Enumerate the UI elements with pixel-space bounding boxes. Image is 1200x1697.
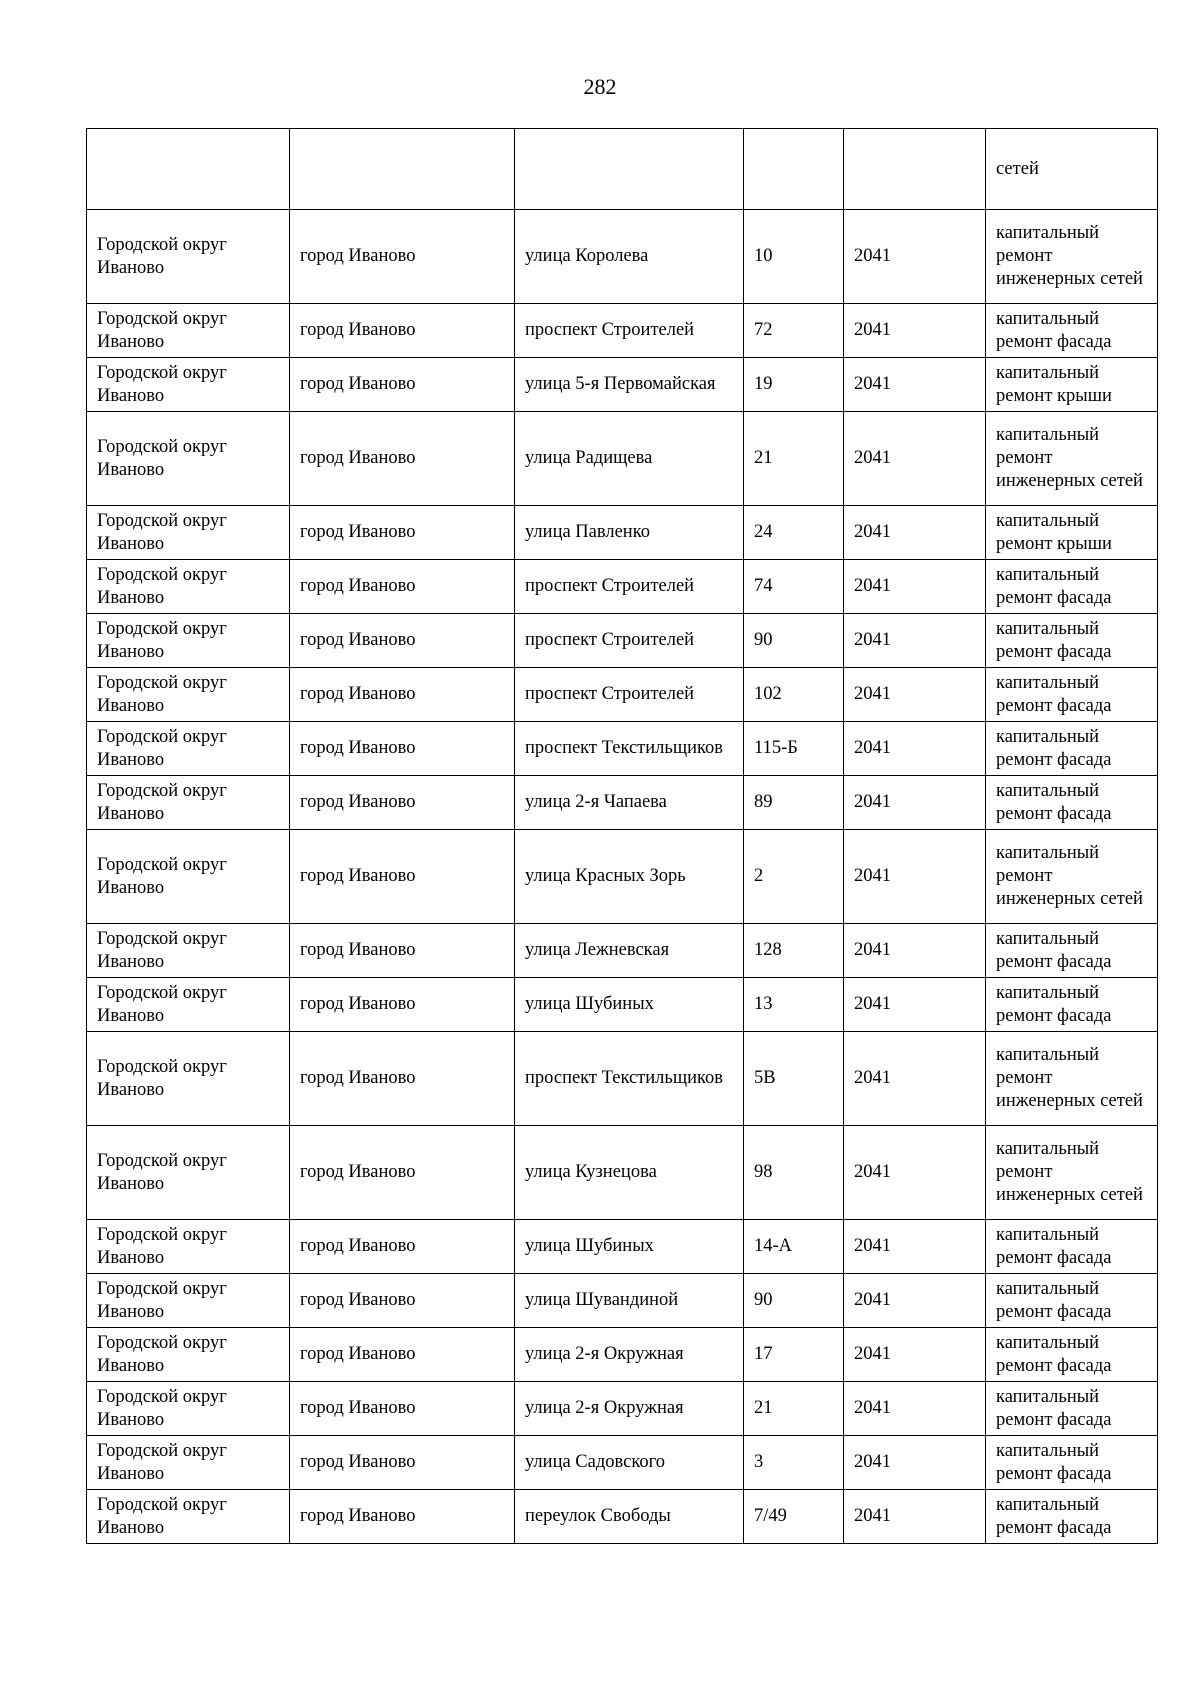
table-row [87,1382,1158,1436]
year-cell: 2041 [844,1328,986,1382]
house-number-cell: 90 [744,1274,844,1328]
year-cell: 2041 [844,1382,986,1436]
work-type-cell: капитальный ремонт фасада [986,1328,1158,1382]
table-row [87,1274,1158,1328]
municipality-cell: Городской округ Иваново [87,304,290,358]
municipality-cell: Городской округ Иваново [87,830,290,924]
house-number-cell: 74 [744,560,844,614]
locality-cell: город Иваново [290,560,515,614]
work-type-cell: капитальный ремонт фасада [986,1436,1158,1490]
year-cell: 2041 [844,506,986,560]
locality-cell: город Иваново [290,776,515,830]
municipality-cell [87,129,290,210]
house-number-cell: 21 [744,412,844,506]
street-cell: улица Лежневская [515,924,744,978]
street-cell: улица Шубиных [515,1220,744,1274]
locality-cell [290,129,515,210]
street-cell: улица 2-я Окружная [515,1382,744,1436]
locality-cell: город Иваново [290,304,515,358]
house-number-cell: 72 [744,304,844,358]
locality-cell: город Иваново [290,722,515,776]
street-cell: улица Королева [515,210,744,304]
municipality-cell: Городской округ Иваново [87,210,290,304]
locality-cell: город Иваново [290,668,515,722]
house-number-cell: 2 [744,830,844,924]
street-cell: переулок Свободы [515,1490,744,1544]
street-cell: проспект Строителей [515,560,744,614]
work-type-cell: капитальный ремонт фасада [986,978,1158,1032]
table-row [87,412,1158,506]
table-row [87,722,1158,776]
year-cell: 2041 [844,1126,986,1220]
continuation-row [87,129,1158,210]
table-row [87,358,1158,412]
municipality-cell: Городской округ Иваново [87,1126,290,1220]
year-cell: 2041 [844,668,986,722]
year-cell: 2041 [844,978,986,1032]
year-cell: 2041 [844,722,986,776]
table-row [87,1032,1158,1126]
locality-cell: город Иваново [290,1490,515,1544]
house-number-cell: 14-А [744,1220,844,1274]
work-type-cell: капитальный ремонт фасада [986,304,1158,358]
locality-cell: город Иваново [290,1436,515,1490]
street-cell: улица Кузнецова [515,1126,744,1220]
locality-cell: город Иваново [290,358,515,412]
page-number: 282 [583,74,617,99]
locality-cell: город Иваново [290,1220,515,1274]
house-number-cell: 98 [744,1126,844,1220]
municipality-cell: Городской округ Иваново [87,978,290,1032]
locality-cell: город Иваново [290,978,515,1032]
table-row [87,1490,1158,1544]
house-number-cell: 19 [744,358,844,412]
municipality-cell: Городской округ Иваново [87,506,290,560]
table-row [87,924,1158,978]
work-type-cell: капитальный ремонт крыши [986,506,1158,560]
municipality-cell: Городской округ Иваново [87,1490,290,1544]
house-number-cell [744,129,844,210]
year-cell: 2041 [844,1220,986,1274]
year-cell: 2041 [844,924,986,978]
year-cell: 2041 [844,304,986,358]
locality-cell: город Иваново [290,614,515,668]
street-cell: проспект Строителей [515,304,744,358]
street-cell: проспект Текстильщиков [515,1032,744,1126]
work-type-cell: капитальный ремонт фасада [986,1382,1158,1436]
locality-cell: город Иваново [290,412,515,506]
house-number-cell: 17 [744,1328,844,1382]
work-type-cell: капитальный ремонт инженерных сетей [986,412,1158,506]
work-type-cell: капитальный ремонт инженерных сетей [986,1032,1158,1126]
street-cell: проспект Строителей [515,614,744,668]
municipality-cell: Городской округ Иваново [87,1382,290,1436]
table-row [87,614,1158,668]
table-row [87,1328,1158,1382]
work-type-cell: сетей [986,129,1158,210]
table-row [87,506,1158,560]
year-cell: 2041 [844,614,986,668]
work-type-cell: капитальный ремонт фасада [986,1490,1158,1544]
house-number-cell: 5В [744,1032,844,1126]
municipality-cell: Городской округ Иваново [87,722,290,776]
year-cell: 2041 [844,776,986,830]
locality-cell: город Иваново [290,1274,515,1328]
house-number-cell: 90 [744,614,844,668]
municipality-cell: Городской округ Иваново [87,412,290,506]
year-cell: 2041 [844,1490,986,1544]
work-type-cell: капитальный ремонт инженерных сетей [986,1126,1158,1220]
municipality-cell: Городской округ Иваново [87,1274,290,1328]
year-cell: 2041 [844,1032,986,1126]
table-row [87,304,1158,358]
table-row [87,1436,1158,1490]
year-cell: 2041 [844,560,986,614]
locality-cell: город Иваново [290,506,515,560]
work-type-cell: капитальный ремонт инженерных сетей [986,210,1158,304]
work-type-cell: капитальный ремонт фасада [986,1220,1158,1274]
municipality-cell: Городской округ Иваново [87,668,290,722]
municipality-cell: Городской округ Иваново [87,1220,290,1274]
street-cell: улица Павленко [515,506,744,560]
house-number-cell: 7/49 [744,1490,844,1544]
work-type-cell: капитальный ремонт фасада [986,560,1158,614]
year-cell: 2041 [844,412,986,506]
locality-cell: город Иваново [290,210,515,304]
locality-cell: город Иваново [290,1328,515,1382]
street-cell: улица Шубиных [515,978,744,1032]
work-type-cell: капитальный ремонт инженерных сетей [986,830,1158,924]
house-number-cell: 21 [744,1382,844,1436]
year-cell: 2041 [844,1274,986,1328]
table-row [87,1126,1158,1220]
municipality-cell: Городской округ Иваново [87,924,290,978]
table-row [87,668,1158,722]
municipality-cell: Городской округ Иваново [87,776,290,830]
locality-cell: город Иваново [290,830,515,924]
work-type-cell: капитальный ремонт фасада [986,668,1158,722]
street-cell: улица 5-я Первомайская [515,358,744,412]
house-number-cell: 24 [744,506,844,560]
table-body [87,129,1158,1544]
table-row [87,1220,1158,1274]
table-row [87,560,1158,614]
locality-cell: город Иваново [290,1032,515,1126]
street-cell: улица Красных Зорь [515,830,744,924]
year-cell: 2041 [844,1436,986,1490]
locality-cell: город Иваново [290,924,515,978]
year-cell [844,129,986,210]
house-number-cell: 102 [744,668,844,722]
table-row [87,978,1158,1032]
street-cell: улица 2-я Чапаева [515,776,744,830]
table-row [87,210,1158,304]
table-row [87,776,1158,830]
street-cell: улица 2-я Окружная [515,1328,744,1382]
municipality-cell: Городской округ Иваново [87,560,290,614]
work-type-cell: капитальный ремонт фасада [986,776,1158,830]
work-type-cell: капитальный ремонт крыши [986,358,1158,412]
municipality-cell: Городской округ Иваново [87,358,290,412]
street-cell: проспект Текстильщиков [515,722,744,776]
year-cell: 2041 [844,830,986,924]
house-number-cell: 128 [744,924,844,978]
house-number-cell: 13 [744,978,844,1032]
municipality-cell: Городской округ Иваново [87,1328,290,1382]
street-cell [515,129,744,210]
house-number-cell: 10 [744,210,844,304]
street-cell: улица Садовского [515,1436,744,1490]
work-type-cell: капитальный ремонт фасада [986,722,1158,776]
municipality-cell: Городской округ Иваново [87,1436,290,1490]
municipality-cell: Городской округ Иваново [87,1032,290,1126]
repair-schedule-table [86,128,1158,1544]
year-cell: 2041 [844,358,986,412]
house-number-cell: 3 [744,1436,844,1490]
house-number-cell: 89 [744,776,844,830]
work-type-cell: капитальный ремонт фасада [986,1274,1158,1328]
work-type-cell: капитальный ремонт фасада [986,614,1158,668]
street-cell: улица Шувандиной [515,1274,744,1328]
municipality-cell: Городской округ Иваново [87,614,290,668]
street-cell: улица Радищева [515,412,744,506]
locality-cell: город Иваново [290,1382,515,1436]
table-row [87,830,1158,924]
year-cell: 2041 [844,210,986,304]
locality-cell: город Иваново [290,1126,515,1220]
work-type-cell: капитальный ремонт фасада [986,924,1158,978]
street-cell: проспект Строителей [515,668,744,722]
house-number-cell: 115-Б [744,722,844,776]
